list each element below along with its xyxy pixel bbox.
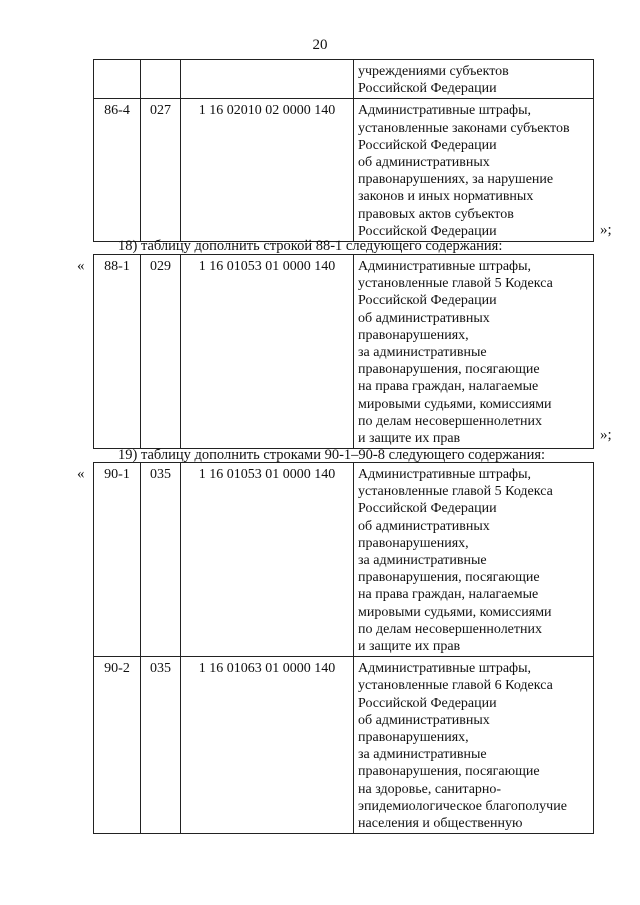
income-name: Административные штрафы, установленные главой 5 Кодекса Российской Федерации об административных правонарушениях, за административные правонарушения, посягающие на права граждан, налагаемые мировыми судьями, комиссиями по делам несовершеннолетних и защите их прав [354, 255, 594, 449]
kbk-code: 1 16 01053 01 0000 140 [181, 255, 354, 449]
closing-quote: »; [600, 222, 612, 238]
opening-quote: « [77, 466, 85, 482]
row-number: 90-1 [94, 463, 141, 657]
table-row [94, 463, 594, 657]
income-name: Административные штрафы, установленные главой 6 Кодекса Российской Федерации об административных правонарушениях, за административные правонарушения, посягающие на здоровье, санитарно- эпидемиологическое благополучие населения и общественную [354, 657, 594, 834]
income-name: Административные штрафы, установленные главой 5 Кодекса Российской Федерации об административных правонарушениях, за административные правонарушения, посягающие на права граждан, налагаемые мировыми судьями, комиссиями по делам несовершеннолетних и защите их прав [354, 463, 594, 657]
table-row-88-1 [93, 254, 594, 449]
income-name: учреждениями субъектов Российской Федерации [354, 60, 594, 99]
admin-code: 035 [141, 463, 181, 657]
admin-code: 027 [141, 99, 181, 242]
kbk-code: 1 16 02010 02 0000 140 [181, 99, 354, 242]
admin-code: 029 [141, 255, 181, 449]
row-number: 86-4 [94, 99, 141, 242]
table-continuation [93, 59, 594, 242]
table-rows-90 [93, 462, 594, 834]
amendment-paragraph-19: 19) таблицу дополнить строками 90-1–90-8 следующего содержания: [118, 447, 546, 463]
kbk-code: 1 16 01053 01 0000 140 [181, 463, 354, 657]
admin-code: 035 [141, 657, 181, 834]
table-row [94, 255, 594, 449]
kbk-code: 1 16 01063 01 0000 140 [181, 657, 354, 834]
row-number: 88-1 [94, 255, 141, 449]
closing-quote: »; [600, 427, 612, 443]
opening-quote: « [77, 258, 85, 274]
amendment-paragraph-18: 18) таблицу дополнить строкой 88-1 следующего содержания: [118, 238, 503, 254]
table-row [94, 60, 594, 99]
row-number [94, 60, 141, 99]
row-number: 90-2 [94, 657, 141, 834]
income-name: Административные штрафы, установленные законами субъектов Российской Федерации об административных правонарушениях, за нарушение законов и иных нормативных правовых актов субъектов Российской Федерации [354, 99, 594, 242]
admin-code [141, 60, 181, 99]
page-number: 20 [312, 37, 328, 53]
kbk-code [181, 60, 354, 99]
table-row [94, 99, 594, 242]
table-row [94, 657, 594, 834]
